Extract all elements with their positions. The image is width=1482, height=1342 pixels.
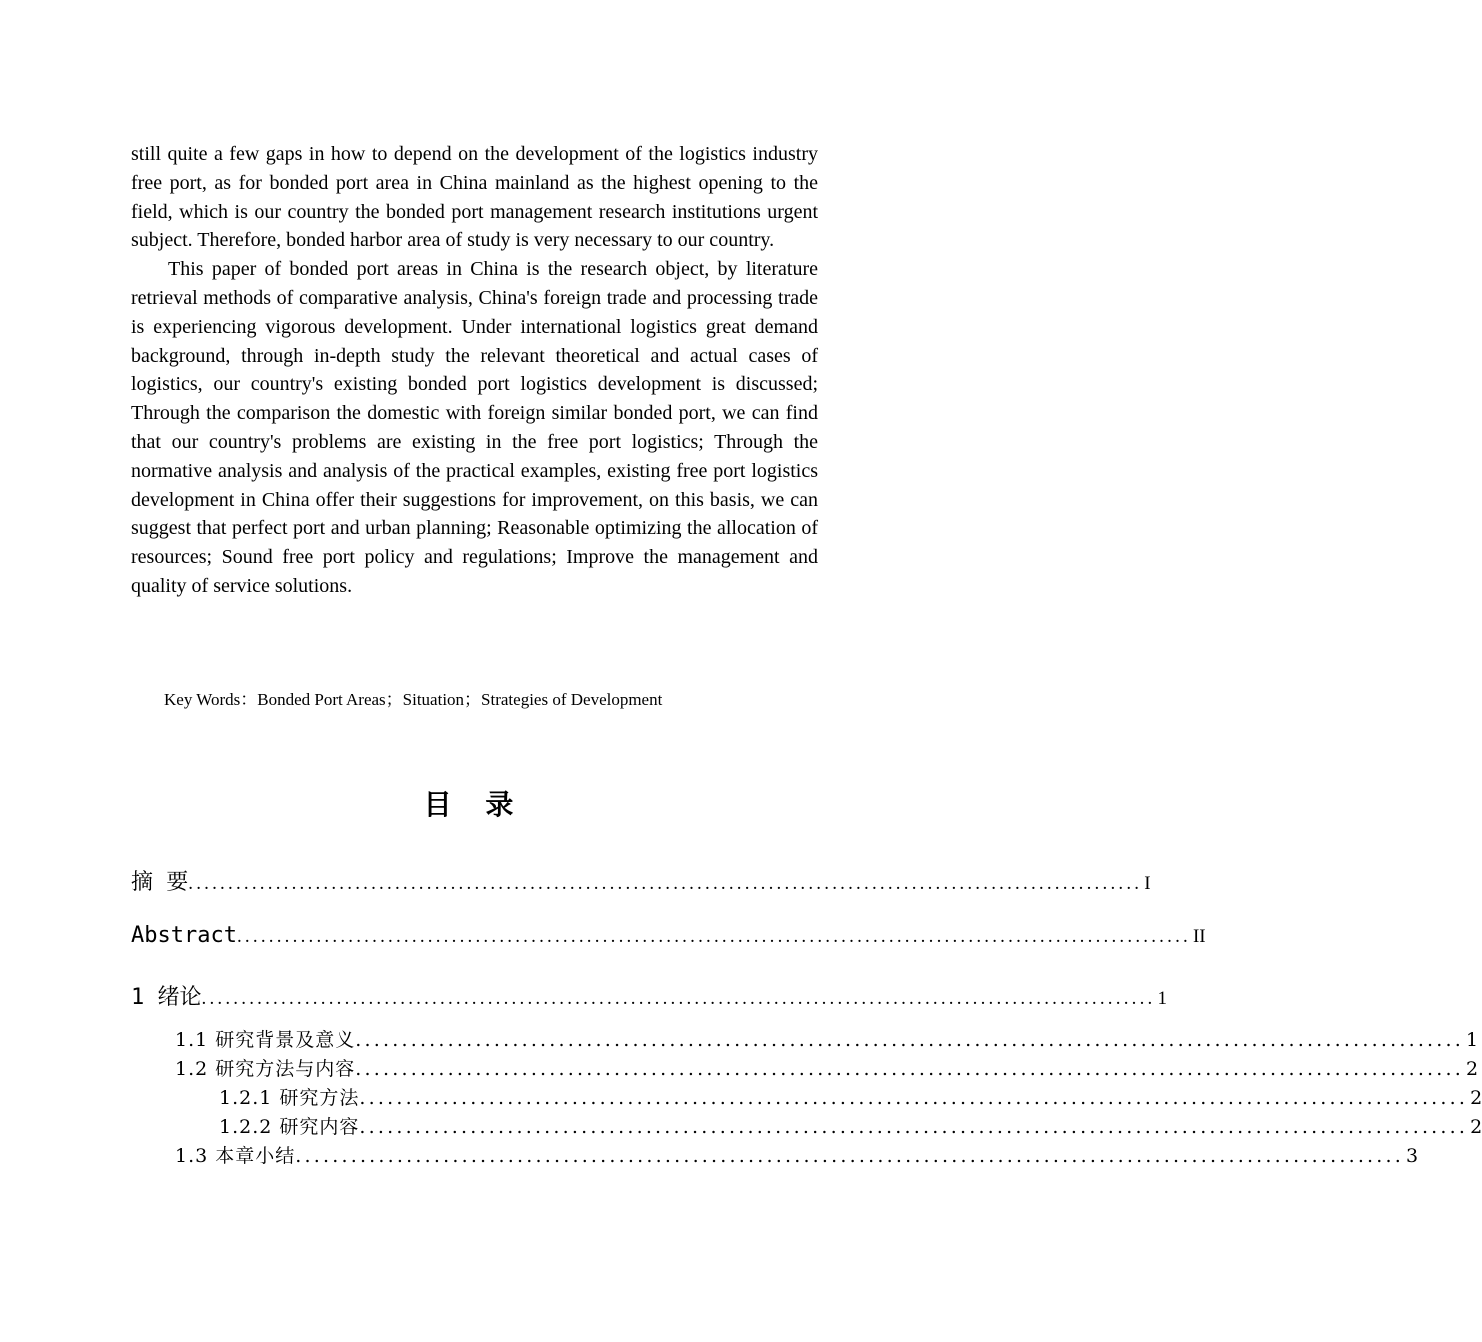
toc-entry-abstract-cn[interactable] xyxy=(131,865,1151,896)
toc-entry-label: 1 绪论 xyxy=(131,985,202,1010)
dot-leader: ........................................................................................................................ xyxy=(295,1145,1405,1167)
toc-page-number: II xyxy=(1192,926,1206,947)
toc-entry-label: 1.1 研究背景及意义 xyxy=(175,1029,356,1051)
toc-page-number: I xyxy=(1144,873,1151,894)
toc-page-number: 2 xyxy=(1470,1116,1482,1138)
toc-entry-label: 1.2.1 研究方法 xyxy=(219,1087,360,1109)
toc-entry-label: Abstract xyxy=(131,923,237,948)
abstract-paragraph-2: This paper of bonded port areas in China is the research object, by literature retrieval methods of comparative analysis, China's foreign trade and processing trade is experiencing vigorous development. Under international logistics great demand background, through in-depth study the relevant theoretical and actual cases of logistics, our country's existing bonded port logistics development is discussed; Through the comparison the domestic with foreign similar bonded port, we can find that our country's problems are existing in the free port logistics; Through the normative analysis and analysis of the practical examples, existing free port logistics development in China offer their suggestions for improvement, on this basis, we can suggest that perfect port and urban planning; Reasonable optimizing the allocation of resources; Sound free port policy and regulations; Improve the management and quality of service solutions. xyxy=(131,258,818,597)
toc-entry-chapter-1[interactable] xyxy=(131,980,1167,1011)
toc-entry-section-1-1[interactable] xyxy=(175,1025,1479,1052)
toc-entry-abstract-en[interactable] xyxy=(131,923,1206,948)
toc-page-number: 2 xyxy=(1470,1087,1482,1109)
toc-entry-section-1-2[interactable] xyxy=(175,1054,1479,1081)
toc-entry-label: 1.3 本章小结 xyxy=(175,1145,296,1167)
dot-leader: ........................................................................................................................ xyxy=(355,1029,1465,1051)
toc-entry-section-1-2-2[interactable] xyxy=(219,1112,1482,1139)
toc-page-number: 2 xyxy=(1466,1058,1479,1080)
toc-entry-section-1-3[interactable] xyxy=(175,1141,1419,1168)
toc-page-number: 1 xyxy=(1157,988,1167,1009)
keywords-line: Key Words：Bonded Port Areas；Situation；Strategies of Development xyxy=(164,690,663,709)
abstract-paragraph-1: still quite a few gaps in how to depend on the development of the logistics industry free port, as for bonded port area in China mainland as the highest opening to the field, which is our country the bonded port management research institutions urgent subject. Therefore, bonded harbor area of study is very necessary to our country. xyxy=(131,143,818,252)
toc-entry-label: 1.2 研究方法与内容 xyxy=(175,1058,356,1080)
toc-entry-label: 1.2.2 研究内容 xyxy=(219,1116,360,1138)
dot-leader: ........................................................................................................................ xyxy=(359,1087,1469,1109)
toc-title: 目 录 xyxy=(423,788,526,821)
dot-leader: ........................................................................................................................ xyxy=(355,1058,1465,1080)
dot-leader: ........................................................................................................................ xyxy=(359,1116,1469,1138)
dot-leader: ........................................................................................................................ xyxy=(236,926,1191,947)
dot-leader: ........................................................................................................................ xyxy=(188,873,1143,894)
toc-entry-label: 摘 要 xyxy=(131,870,189,895)
toc-entry-section-1-2-1[interactable] xyxy=(219,1083,1482,1110)
toc-page-number: 1 xyxy=(1466,1029,1479,1051)
toc-page-number: 3 xyxy=(1406,1145,1419,1167)
dot-leader: ........................................................................................................................ xyxy=(201,988,1156,1009)
document-page xyxy=(131,140,1482,1167)
